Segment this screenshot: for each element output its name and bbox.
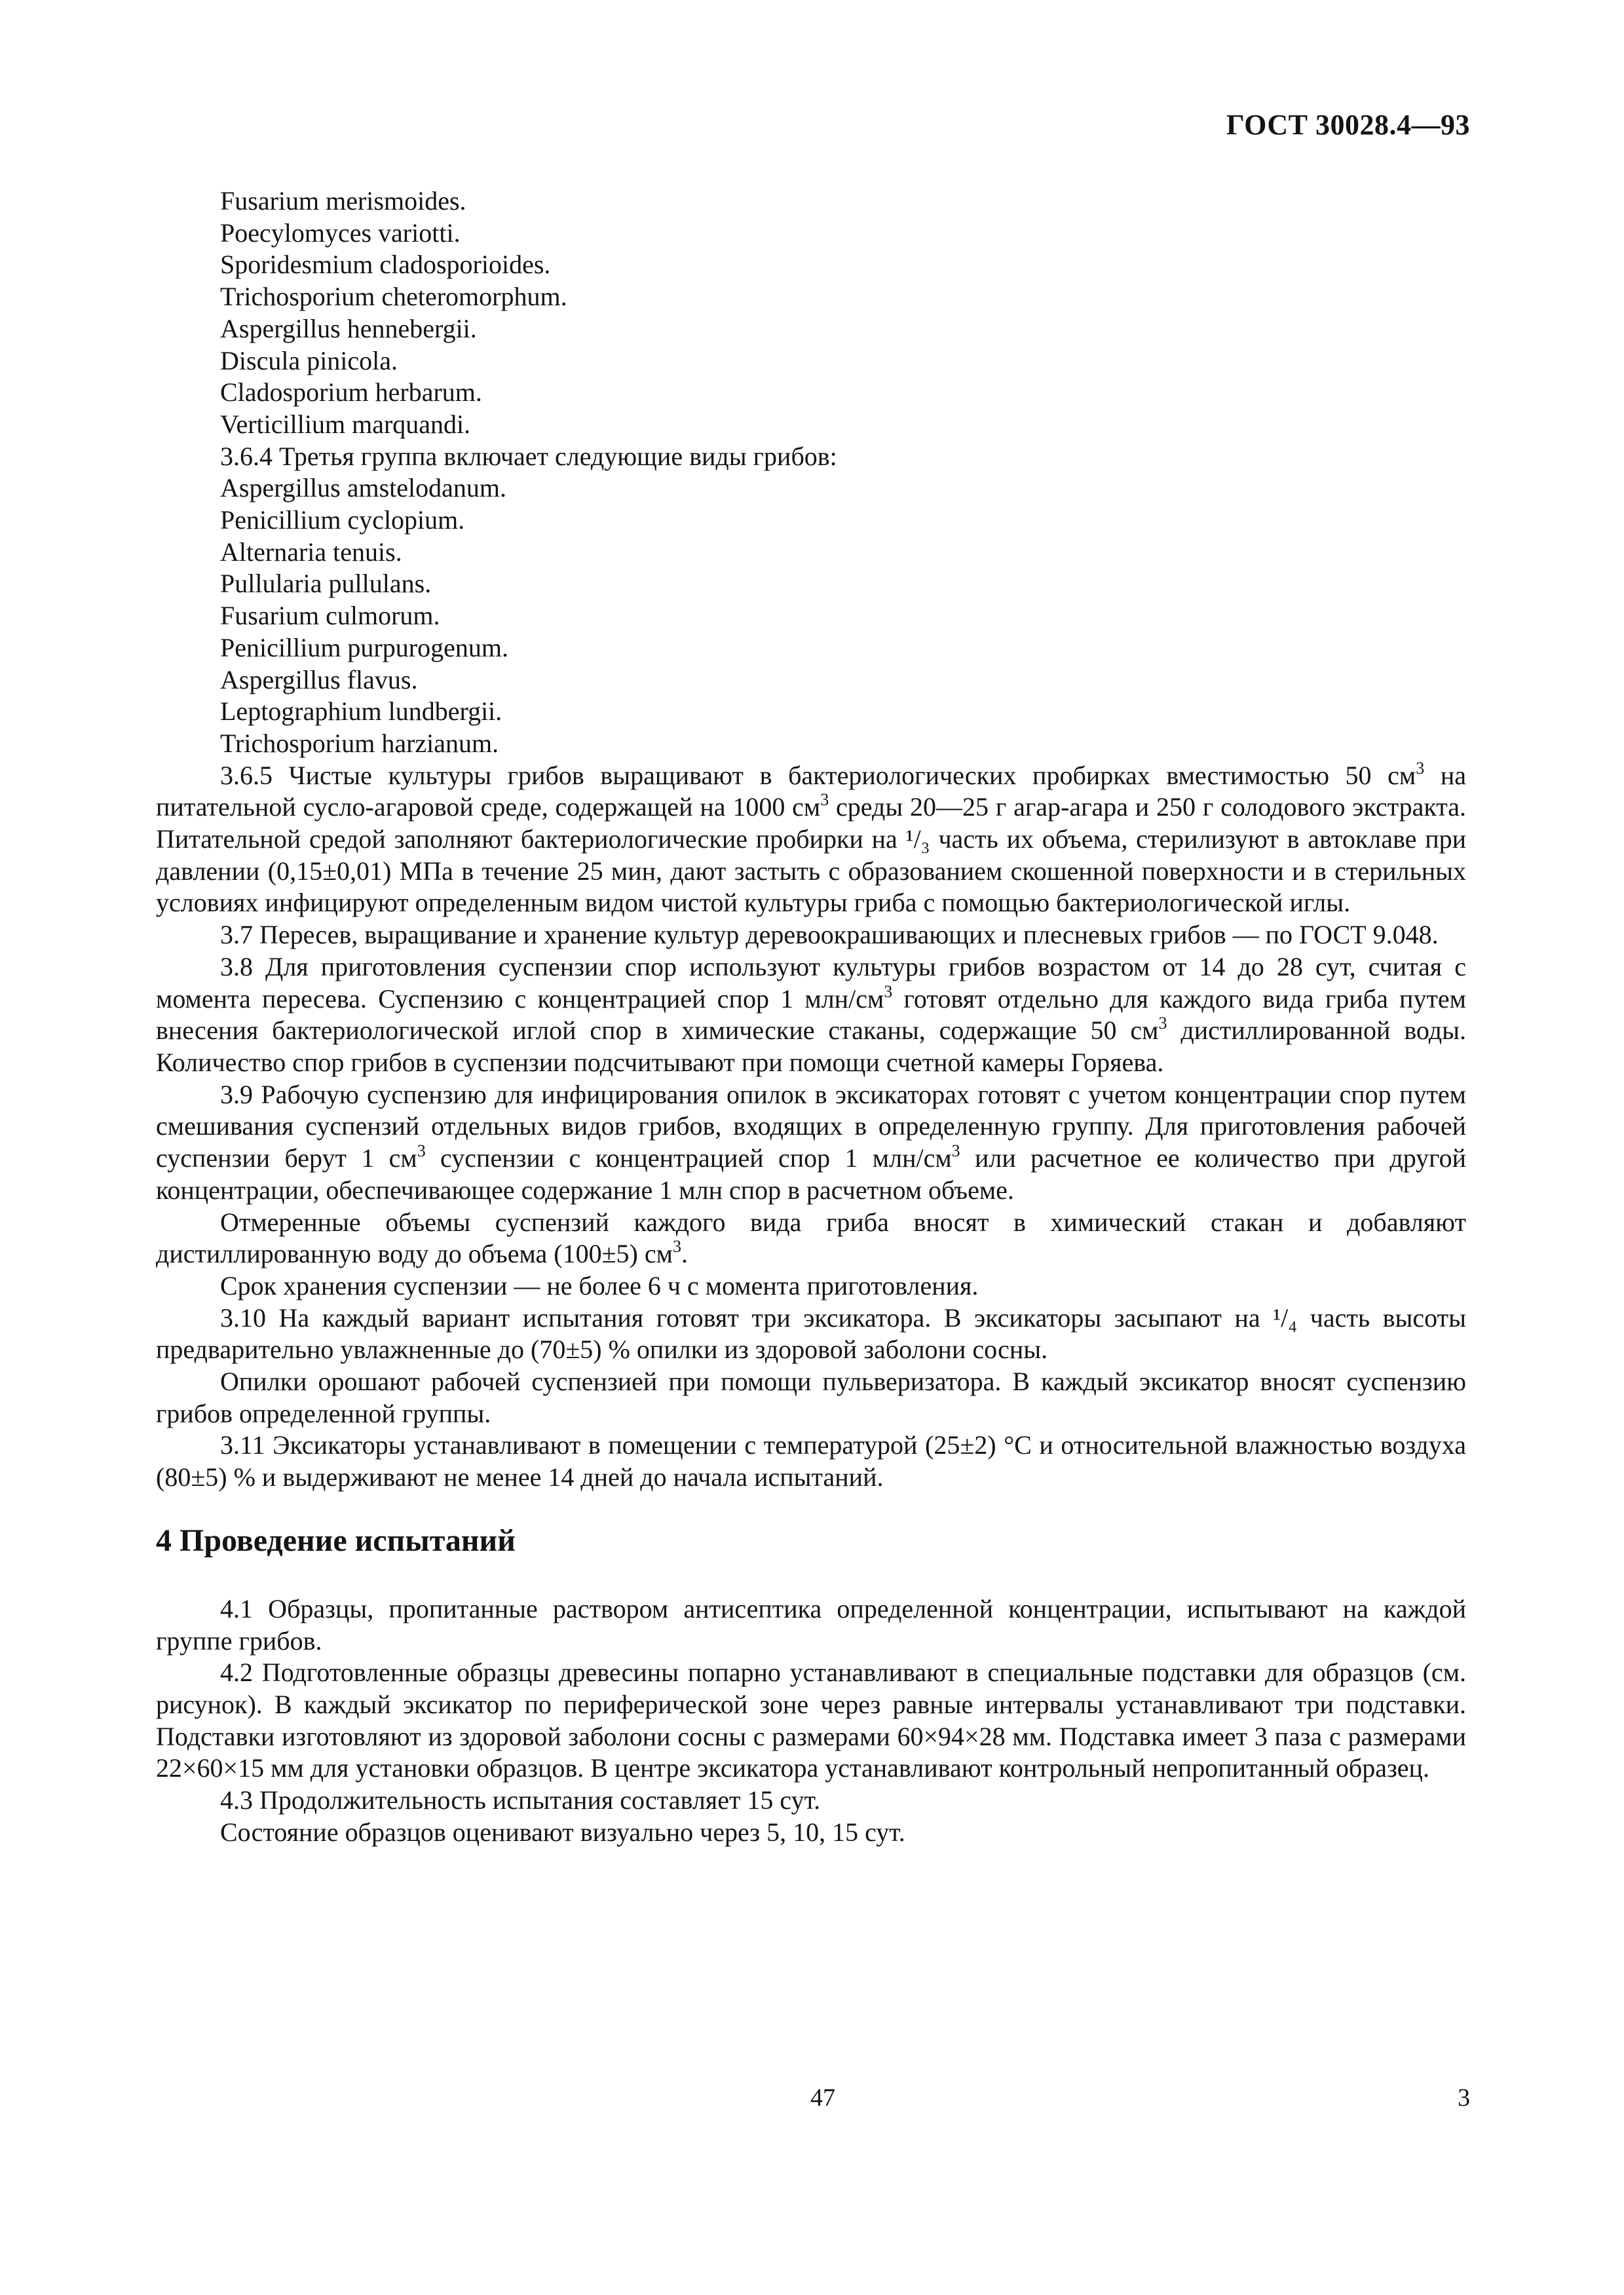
text-run: среды 20—25 г агар-агара и 250 г солодового экстракта. Питательной средой заполняют бактериологические пробирки на (156, 792, 1466, 854)
paragraph-3-6-5 (156, 760, 1466, 920)
text-run: Отмеренные объемы суспензий каждого вида гриба вносят в химический стакан и добавляют дистиллированную воду до объема (100±5) см (156, 1207, 1466, 1269)
species-item: Verticillium marquandi. (220, 409, 471, 439)
text-run: 3.10 На каждый вариант испытания готовят три эксикатора. В эксикаторы засыпают на (220, 1302, 1274, 1333)
fraction: ¹/₃ (905, 824, 930, 854)
text-run: суспензии с концентрацией спор 1 млн/см (425, 1143, 952, 1173)
species-item: Penicillium cyclopium. (220, 505, 465, 535)
text-run: на питательной сусло-агаровой среде, содержащей на 1000 см (156, 760, 1466, 822)
species-item: Alternaria tenuis. (220, 537, 402, 567)
species-item: Penicillium purpurogenum. (220, 632, 508, 662)
species-item: Aspergillus amstelodanum. (220, 473, 506, 503)
paragraph-3-11: 3.11 Эксикаторы устанавливают в помещении с температурой (25±2) °С и относительной влажностью воздуха (80±5) % и выдерживают не менее 14 дней до начала испытаний. (156, 1430, 1466, 1492)
text-run: . (681, 1239, 688, 1269)
species-item: Discula pinicola. (220, 345, 398, 375)
species-item: Poecylomyces variotti. (220, 218, 461, 248)
paragraph-3-10-spraying: Опилки орошают рабочей суспензией при помощи пульверизатора. В каждый эксикатор вносят суспензию грибов определенной группы. (156, 1367, 1466, 1428)
paragraph-3-9-volumes (156, 1207, 1466, 1270)
page-number-center: 47 (810, 2084, 835, 2112)
text-run: часть высоты предварительно увлажненные до (70±5) % опилки из здоровой заболони сосны. (156, 1302, 1466, 1365)
species-item: Aspergillus hennebergii. (220, 313, 477, 343)
section-4-heading: 4 Проведение испытаний (156, 1523, 516, 1558)
superscript: 3 (1416, 758, 1425, 778)
paragraph-4-3: 4.3 Продолжительность испытания составляет 15 сут. (220, 1785, 821, 1815)
text-run: 3.8 Для приготовления суспензии спор используют культуры грибов возрастом от 14 до 28 сут, считая с момента пересева. Суспензию с концентрацией спор 1 млн/см (156, 951, 1466, 1014)
text-run: или расчетное ее количество при другой концентрации, обеспечивающее содержание 1 млн спор в расчетном объеме. (156, 1143, 1466, 1205)
document-body (156, 185, 1466, 1848)
superscript: 3 (1158, 1014, 1167, 1033)
fraction: ¹/₄ (1273, 1302, 1298, 1333)
paragraph-3-8 (156, 951, 1466, 1079)
species-item: Trichosporium cheteromorphum. (220, 282, 567, 312)
species-item: Sporidesmium cladosporioides. (220, 250, 551, 280)
species-item: Pullularia pullulans. (220, 569, 432, 599)
text-run: дистиллированной воды. Количество спор грибов в суспензии подсчитывают при помощи счетной камеры Горяева. (156, 1015, 1467, 1077)
text-run: 3.6.5 Чистые культуры грибов выращивают в бактериологических пробирках вместимостью 50 см (220, 760, 1416, 790)
paragraph-4-3-assessment: Состояние образцов оценивают визуально через 5, 10, 15 сут. (220, 1817, 905, 1847)
species-item: Leptographium lundbergii. (220, 696, 502, 727)
text-run: часть их объема, стерилизуют в автоклаве при давлении (0,15±0,01) МПа в течение 25 мин, дают застыть с образованием скошенной поверхности и в стерильных условиях инфицируют определенным видом чистой культуры гриба с помощью бактериологической иглы. (156, 824, 1467, 918)
species-item: Trichosporium harzianum. (220, 728, 499, 758)
superscript: 3 (820, 790, 829, 810)
paragraph-3-9-storage: Срок хранения суспензии — не более 6 ч с момента приготовления. (220, 1270, 979, 1300)
group2-species-list (156, 185, 1466, 441)
paragraph-3-7: 3.7 Пересев, выращивание и хранение культур деревоокрашивающих и плесневых грибов — по ГОСТ 9.048. (220, 920, 1439, 950)
superscript: 3 (417, 1141, 426, 1161)
superscript: 3 (672, 1237, 681, 1257)
paragraph-3-6-4: 3.6.4 Третья группа включает следующие виды грибов: (220, 441, 837, 471)
species-item: Cladosporium herbarum. (220, 377, 482, 408)
text-run: готовят отдельно для каждого вида гриба путем внесения бактериологической иглой спор в химические стаканы, содержащие 50 см (156, 983, 1466, 1046)
species-item: Fusarium culmorum. (220, 601, 440, 631)
paragraph-3-9 (156, 1079, 1466, 1207)
standard-code-header: ГОСТ 30028.4—93 (1226, 109, 1470, 141)
text-run: 3.9 Рабочую суспензию для инфицирования опилок в эксикаторах готовят с учетом концентрации спор путем смешивания суспензий отдельных видов грибов, входящих в определенную группу. Для приготовления рабочей суспензии берут 1 см (156, 1079, 1466, 1173)
group3-species-list (156, 472, 1466, 759)
paragraph-4-1: 4.1 Образцы, пропитанные раствором антисептика определенной концентрации, испытывают на каждой группе грибов. (156, 1593, 1466, 1656)
species-item: Fusarium merismoides. (220, 186, 466, 216)
paragraph-3-10 (156, 1302, 1466, 1366)
page-number-right: 3 (1458, 2084, 1470, 2112)
superscript: 3 (884, 981, 893, 1001)
superscript: 3 (951, 1141, 960, 1161)
paragraph-4-2: 4.2 Подготовленные образцы древесины попарно устанавливают в специальные подставки для образцов (см. рисунок). В каждый эксикатор по периферической зоне через равные интервалы устанавливают три подставки. Подставки изготовляют из здоровой заболони сосны с размерами 60×94×28 мм. Подставка имеет 3 паза с размерами 22×60×15 мм для установки образцов. В центре эксикатора устанавливают контрольный непропитанный образец. (156, 1658, 1466, 1783)
species-item: Aspergillus flavus. (220, 664, 418, 694)
